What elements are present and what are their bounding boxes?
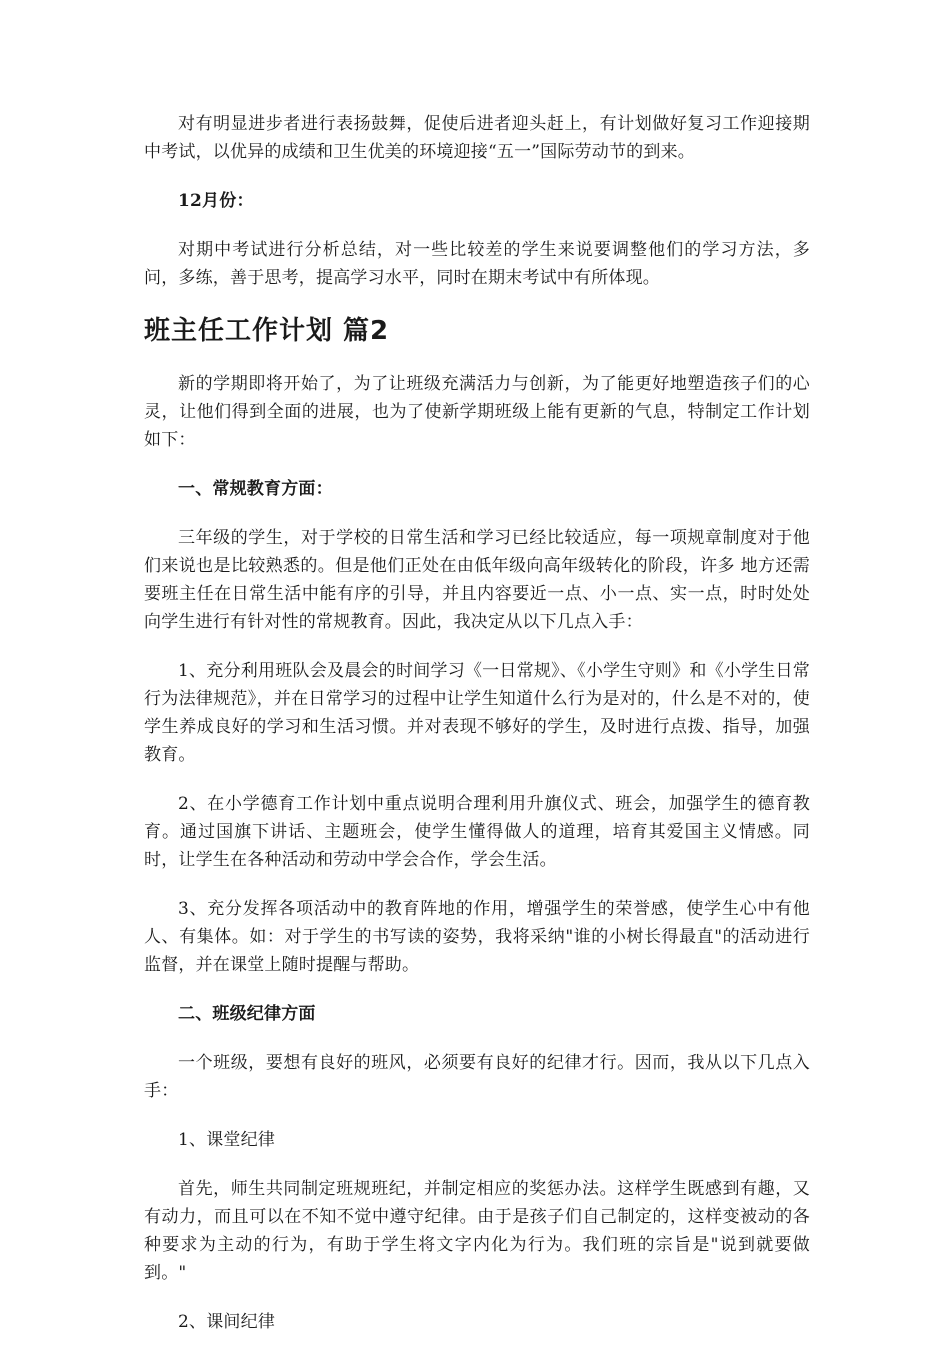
paragraph-item-2-moral-education: 2、在小学德育工作计划中重点说明合理利用升旗仪式、班会，加强学生的德育教育。通过国旗下讲话、主题班会，使学生懂得做人的道理，培育其爱国主义情感。同时，让学生在各种活动和劳动中学会合作，学会生活。 — [144, 794, 810, 870]
document-page — [144, 110, 810, 1357]
section-label-class-discipline: 二、班级纪律方面 — [178, 1004, 316, 1024]
paragraph-classroom-discipline-label: 1、课堂纪律 — [178, 1130, 276, 1150]
paragraph-item-1-class-meetings: 1、充分利用班队会及晨会的时间学习《一日常规》、《小学生守则》和《小学生日常行为法律规范》，并在日常学习的过程中让学生知道什么行为是对的，什么是不对的，使学生养成良好的学习和生活习惯。并对表现不够好的学生，及时进行点拨、指导，加强教育。 — [144, 661, 810, 765]
paragraph-midterm-analysis: 对期中考试进行分析总结，对一些比较差的学生来说要调整他们的学习方法，多问，多练，善于思考，提高学习水平，同时在期末考试中有所体现。 — [144, 240, 810, 288]
paragraph-break-discipline-label: 2、课间纪律 — [178, 1312, 276, 1332]
paragraph-new-semester-intro: 新的学期即将开始了，为了让班级充满活力与创新，为了能更好地塑造孩子们的心灵，让他们得到全面的进展，也为了使新学期班级上能有更新的气息，特制定工作计划如下： — [144, 374, 810, 450]
paragraph-item-3-activities: 3、充分发挥各项活动中的教育阵地的作用，增强学生的荣誉感，使学生心中有他人、有集体。如：对于学生的书写读的姿势，我将采纳"谁的小树长得最直"的活动进行监督，并在课堂上随时提醒与帮助。 — [144, 899, 810, 975]
section-label-routine-education: 一、常规教育方面： — [178, 479, 333, 499]
paragraph-class-rules: 首先，师生共同制定班规班纪，并制定相应的奖惩办法。这样学生既感到有趣，又有动力，而且可以在不知不觉中遵守纪律。由于是孩子们自己制定的，这样变被动的各种要求为主动的行为，有助于学生将文字内化为行为。我们班的宗旨是"说到就要做到。" — [144, 1179, 810, 1283]
paragraph-discipline-intro: 一个班级，要想有良好的班风，必须要有良好的纪律才行。因而，我从以下几点入手： — [144, 1053, 810, 1101]
heading-plan-part-2: 班主任工作计划 篇2 — [144, 316, 390, 346]
section-label-december: 12月份： — [178, 191, 254, 211]
paragraph-praise-encouragement: 对有明显进步者进行表扬鼓舞，促使后进者迎头赶上，有计划做好复习工作迎接期中考试，以优异的成绩和卫生优美的环境迎接“五一”国际劳动节的到来。 — [144, 114, 810, 162]
paragraph-third-grade-students: 三年级的学生，对于学校的日常生活和学习已经比较适应，每一项规章制度对于他们来说也是比较熟悉的。但是他们正处在由低年级向高年级转化的阶段，许多 地方还需要班主任在日常生活中能有序的引导，并且内容要近一点、小一点、实一点，时时处处向学生进行有针对性的常规教育。因此，我决定从以下几点入手： — [144, 528, 810, 632]
